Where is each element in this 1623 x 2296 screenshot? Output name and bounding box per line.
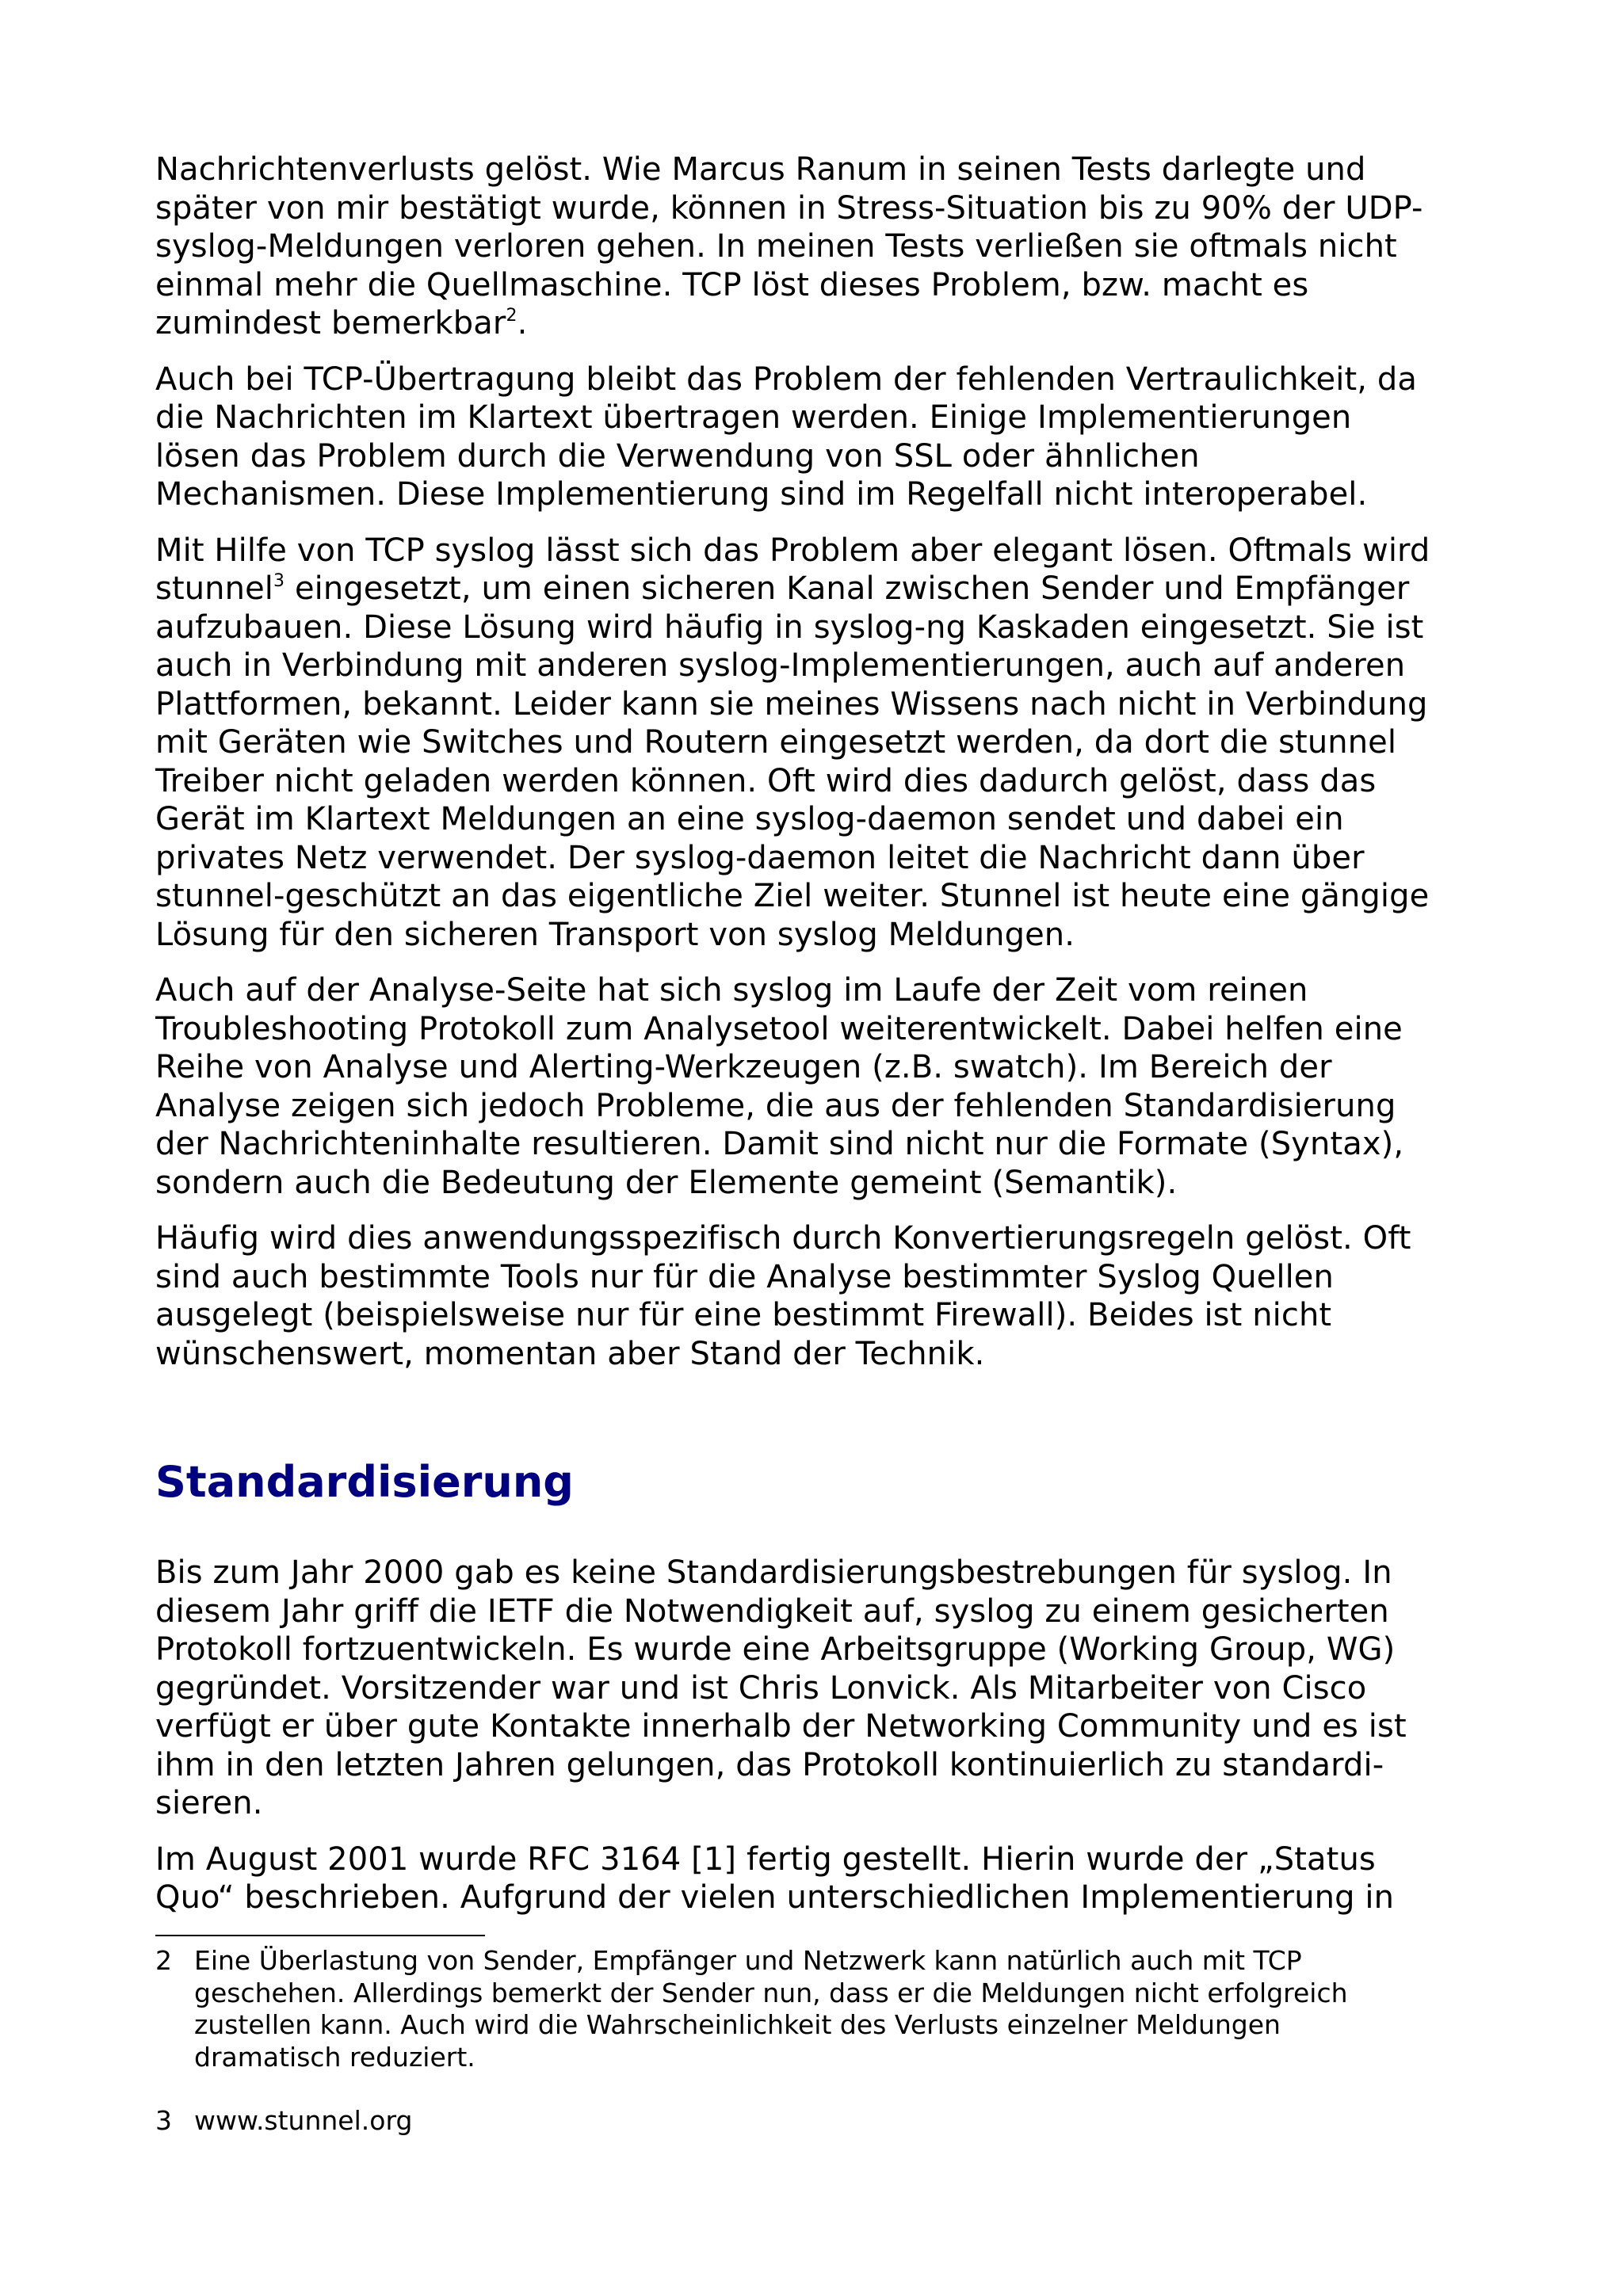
text-line: dramatisch reduziert. bbox=[194, 2041, 475, 2073]
text-line: gegründet. Vorsitzender war und ist Chris Lonvick. Als Mitarbeiter von Cisco bbox=[155, 1669, 1367, 1707]
text-line: Troubleshooting Protokoll zum Analysetool weiterentwickelt. Dabei helfen eine bbox=[155, 1010, 1403, 1047]
paragraph-rfc3164 bbox=[155, 1840, 1487, 1917]
text-line: sind auch bestimmte Tools nur für die Analyse bestimmter Syslog Quellen bbox=[155, 1258, 1334, 1295]
text-line: mit Geräten wie Switches und Routern eingesetzt werden, da dort die stunnel bbox=[155, 724, 1397, 761]
text-line: Gerät im Klartext Meldungen an eine syslog-daemon sendet und dabei ein bbox=[155, 801, 1344, 837]
paragraph-ietf-history bbox=[155, 1554, 1487, 1823]
footnote-separator bbox=[155, 1935, 485, 1936]
text-line: ausgelegt (beispielsweise nur für eine bestimmt Firewall). Beides ist nicht bbox=[155, 1297, 1332, 1333]
footnotes bbox=[155, 1945, 1487, 2169]
text-line: diesem Jahr griff die IETF die Notwendigkeit auf, syslog zu einem gesicherten bbox=[155, 1592, 1389, 1630]
paragraph-conversion-rules bbox=[155, 1219, 1487, 1373]
text-line: ihm in den letzten Jahren gelungen, das Protokoll kontinuierlich zu standardi- bbox=[155, 1746, 1384, 1783]
paragraph-stunnel bbox=[155, 532, 1487, 955]
text-line: geschehen. Allerdings bemerkt der Sender nun, dass er die Meldungen nicht erfolgreich bbox=[194, 1977, 1348, 2008]
text-line: Im August 2001 wurde RFC 3164 [1] fertig gestellt. Hierin wurde der „Status bbox=[155, 1840, 1376, 1878]
text-line: lösen das Problem durch die Verwendung von SSL oder ähnlichen bbox=[155, 437, 1200, 475]
text-line: sondern auch die Bedeutung der Elemente gemeint (Semantik). bbox=[155, 1164, 1178, 1201]
text-line: Analyse zeigen sich jedoch Probleme, die aus der fehlenden Standardisierung bbox=[155, 1087, 1396, 1124]
text-line bbox=[155, 570, 1487, 608]
footnote-number: 3 bbox=[155, 2105, 172, 2136]
paragraph-tcp-confidentiality bbox=[155, 360, 1487, 514]
text-line: der Nachrichteninhalte resultieren. Damit sind nicht nur die Formate (Syntax), bbox=[155, 1126, 1404, 1162]
text-line: später von mir bestätigt wurde, können in Stress-Situation bis zu 90% der UDP- bbox=[155, 189, 1423, 227]
text-line: zustellen kann. Auch wird die Wahrscheinlichkeit des Verlusts einzelner Meldungen bbox=[194, 2009, 1281, 2040]
paragraph-message-loss bbox=[155, 151, 1487, 343]
text-line: Plattformen, bekannt. Leider kann sie meines Wissens nach nicht in Verbindung bbox=[155, 685, 1428, 723]
text-fragment: zumindest bemerkbar bbox=[155, 305, 506, 341]
text-line: wünschenswert, momentan aber Stand der Technik. bbox=[155, 1335, 985, 1372]
text-line: Treiber nicht geladen werden können. Oft wird dies dadurch gelöst, dass das bbox=[155, 762, 1377, 799]
text-line: stunnel-geschützt an das eigentliche Ziel weiter. Stunnel ist heute eine gängige bbox=[155, 878, 1430, 914]
footnote-2 bbox=[155, 1945, 1487, 2073]
footnote-3 bbox=[155, 2105, 1487, 2138]
text-line: Auch bei TCP-Übertragung bleibt das Problem der fehlenden Vertraulichkeit, da bbox=[155, 360, 1417, 398]
text-line: die Nachrichten im Klartext übertragen werden. Einige Implementierungen bbox=[155, 399, 1352, 436]
text-line: privates Netz verwendet. Der syslog-daemon leitet die Nachricht dann über bbox=[155, 839, 1365, 876]
footnote-ref-3[interactable]: 3 bbox=[273, 571, 285, 591]
text-line: sieren. bbox=[155, 1785, 263, 1821]
footnote-ref-2[interactable]: 2 bbox=[506, 306, 517, 326]
text-fragment: eingesetzt, um einen sicheren Kanal zwischen Sender und Empfänger bbox=[285, 570, 1410, 607]
text-line: Häufig wird dies anwendungsspezifisch durch Konvertierungsregeln gelöst. Oft bbox=[155, 1220, 1411, 1257]
text-line: Protokoll fortzuentwickeln. Es wurde eine Arbeitsgruppe (Working Group, WG) bbox=[155, 1631, 1396, 1668]
text-line bbox=[155, 304, 1487, 343]
document-page bbox=[155, 151, 1487, 1935]
text-line: Bis zum Jahr 2000 gab es keine Standardisierungsbestrebungen für syslog. In bbox=[155, 1554, 1392, 1591]
text-line: Quo“ beschrieben. Aufgrund der vielen unterschiedlichen Implementierung in bbox=[155, 1879, 1395, 1916]
footnote-number: 2 bbox=[155, 1945, 172, 1976]
footnote-text bbox=[194, 1945, 1348, 2073]
text-line: einmal mehr die Quellmaschine. TCP löst dieses Problem, bzw. macht es bbox=[155, 266, 1309, 303]
section-body bbox=[155, 1554, 1487, 1917]
footnote-text bbox=[194, 2105, 412, 2138]
text-line: aufzubauen. Diese Lösung wird häufig in syslog-ng Kaskaden eingesetzt. Sie ist bbox=[155, 608, 1424, 646]
text-line: syslog-Meldungen verloren gehen. In meinen Tests verließen sie oftmals nicht bbox=[155, 228, 1397, 265]
text-line: verfügt er über gute Kontakte innerhalb der Networking Community und es ist bbox=[155, 1708, 1407, 1745]
text-line: Mechanismen. Diese Implementierung sind im Regelfall nicht interoperabel. bbox=[155, 476, 1368, 513]
text-line: Reihe von Analyse und Alerting-Werkzeugen (z.B. swatch). Im Bereich der bbox=[155, 1049, 1332, 1085]
text-line: auch in Verbindung mit anderen syslog-Implementierungen, auch auf anderen bbox=[155, 647, 1406, 684]
text-line: Nachrichtenverlusts gelöst. Wie Marcus Ranum in seinen Tests darlegte und bbox=[155, 151, 1366, 188]
footnote-link[interactable]: www.stunnel.org bbox=[194, 2105, 413, 2136]
text-fragment: . bbox=[517, 305, 528, 341]
text-line: Lösung für den sicheren Transport von syslog Meldungen. bbox=[155, 916, 1075, 953]
text-fragment: stunnel bbox=[155, 570, 274, 607]
text-line: Auch auf der Analyse-Seite hat sich syslog im Laufe der Zeit vom reinen bbox=[155, 972, 1308, 1009]
text-line: Mit Hilfe von TCP syslog lässt sich das Problem aber elegant lösen. Oftmals wird bbox=[155, 532, 1430, 569]
paragraph-analysis bbox=[155, 971, 1487, 1202]
section-heading: Standardisierung bbox=[155, 1457, 574, 1507]
text-line: Eine Überlastung von Sender, Empfänger und Netzwerk kann natürlich auch mit TCP bbox=[194, 1945, 1302, 1976]
